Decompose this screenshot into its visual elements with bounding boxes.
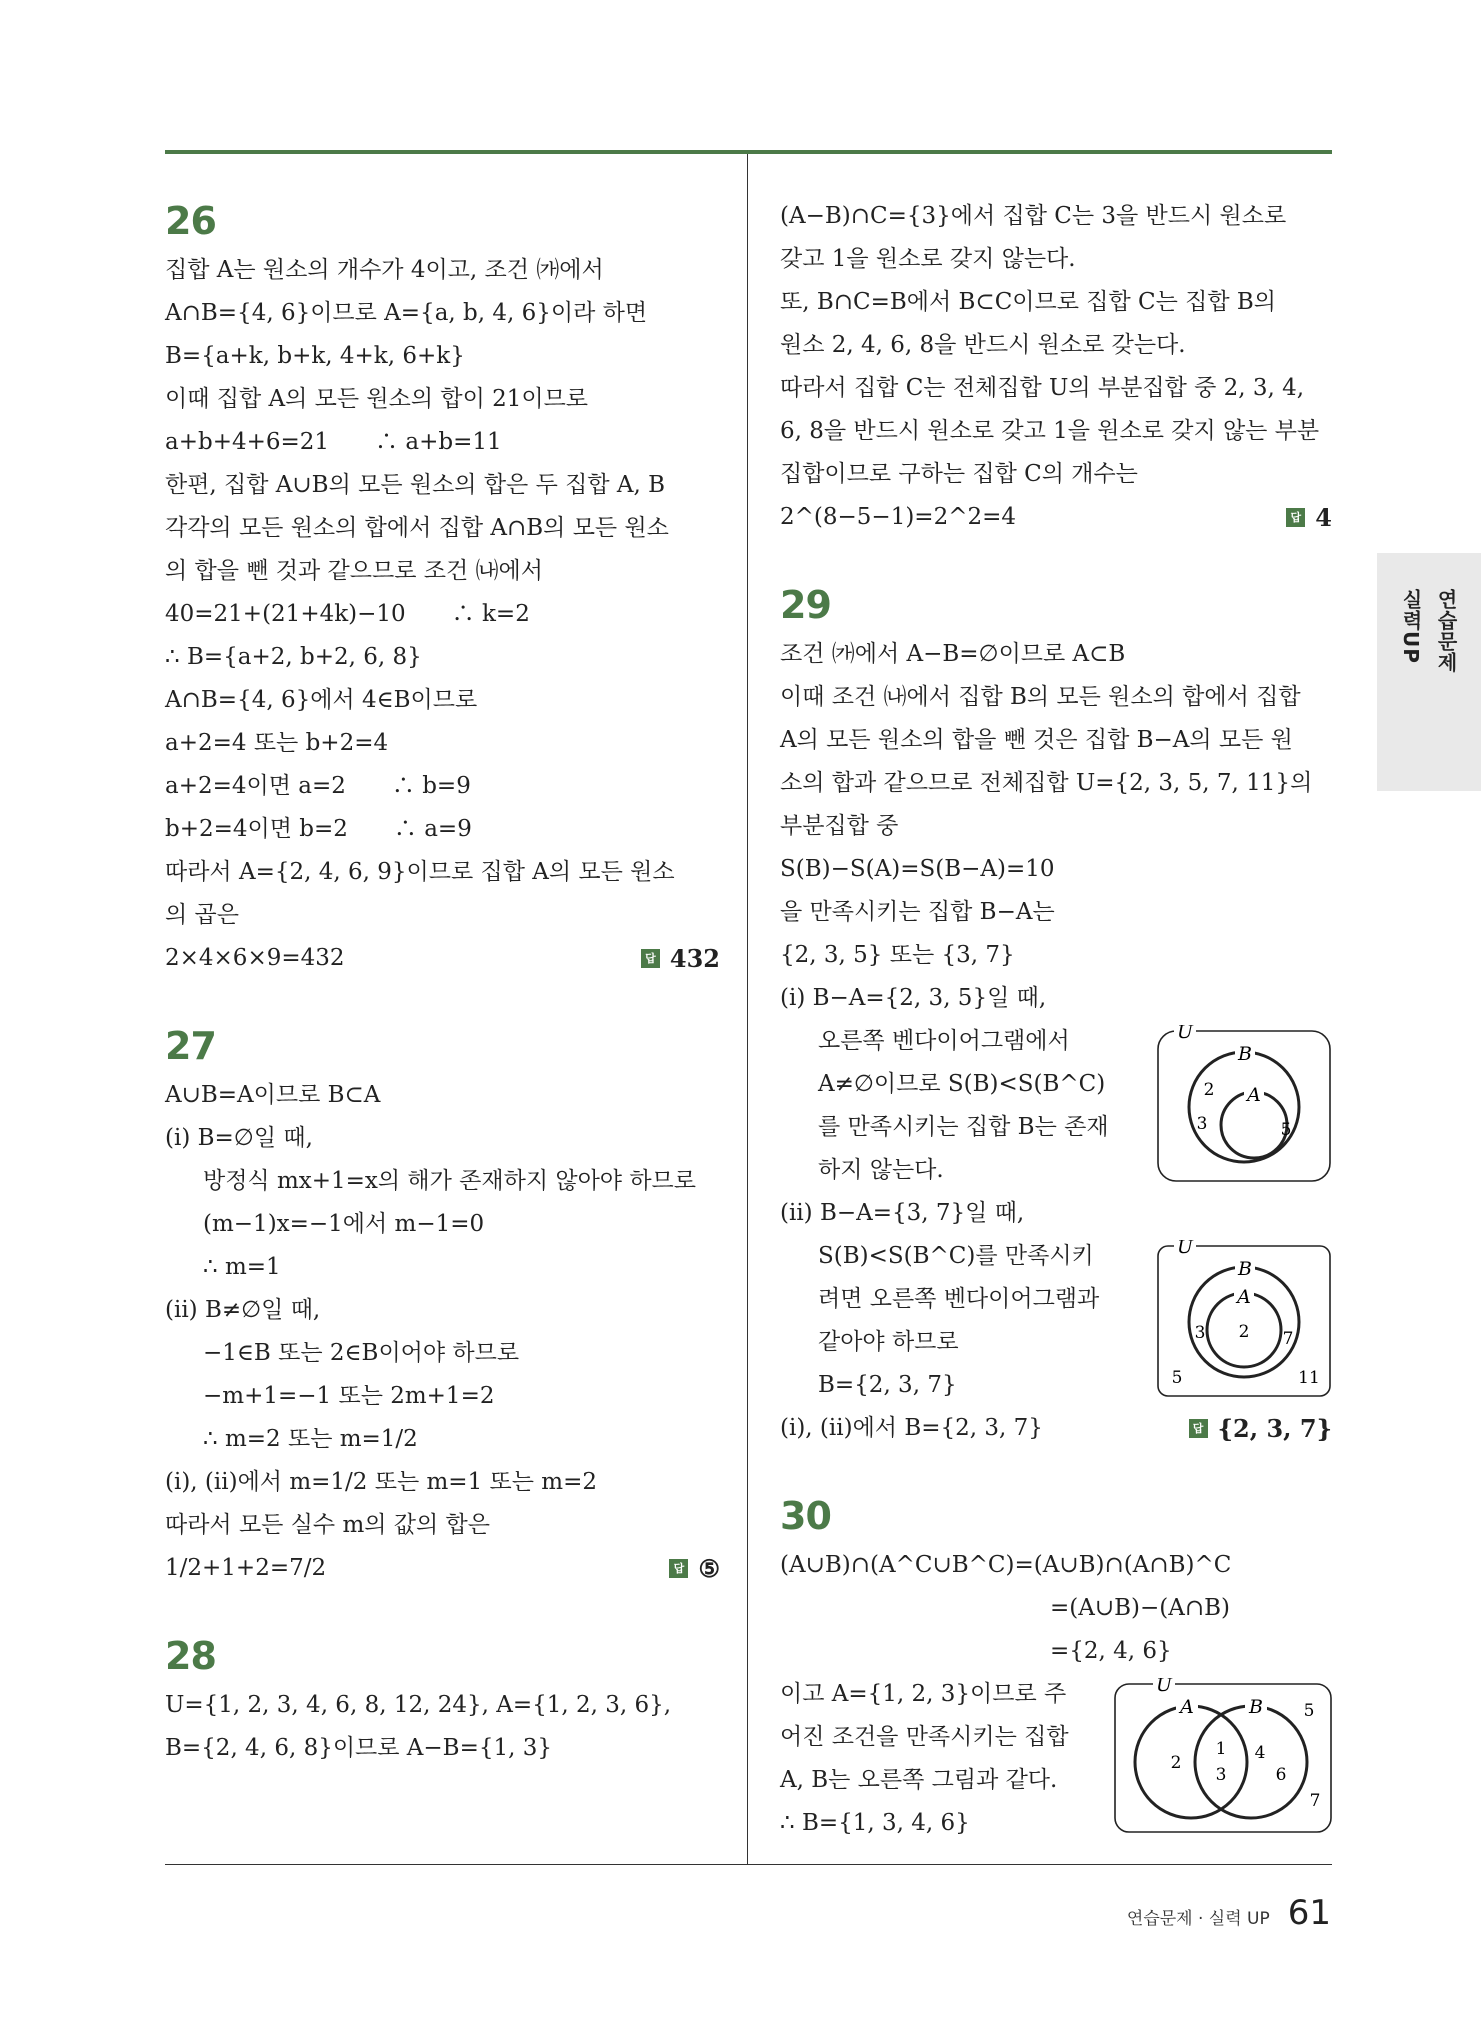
bottom-rule bbox=[165, 1864, 1332, 1865]
set-b-circle bbox=[1195, 1706, 1307, 1818]
element-label: 5 bbox=[1171, 1368, 1183, 1388]
side-tab-label: 연습문제 bbox=[1434, 589, 1458, 673]
set-label: A bbox=[1237, 1286, 1251, 1308]
element-label: 2 bbox=[1238, 1322, 1250, 1342]
solution-line: 이때 조건 ㈏에서 집합 B의 모든 원소의 합에서 집합 bbox=[780, 684, 1301, 710]
solution-line: ∴ m=1 bbox=[203, 1254, 281, 1280]
answer-value: 4 bbox=[1315, 503, 1332, 532]
answer-marker-icon: 답 bbox=[1189, 1419, 1208, 1438]
solution-line: 집합이므로 구하는 집합 C의 개수는 bbox=[780, 461, 1138, 487]
side-tab-label: 실력UP bbox=[1399, 589, 1423, 664]
answer-line bbox=[165, 937, 720, 980]
problem-26 bbox=[165, 195, 720, 980]
problem-number: 26 bbox=[165, 199, 216, 243]
solution-line: 따라서 모든 실수 m의 값의 합은 bbox=[165, 1512, 490, 1538]
solution-line: −m+1=−1 또는 2m+1=2 bbox=[203, 1383, 495, 1409]
set-label: A bbox=[1247, 1084, 1261, 1106]
set-label: B bbox=[1238, 1258, 1252, 1280]
element-label: 3 bbox=[1215, 1765, 1227, 1785]
solution-line: 이고 A={1, 2, 3}이므로 주 bbox=[780, 1681, 1067, 1707]
answer-line bbox=[780, 1407, 1332, 1450]
solution-line: B={a+k, b+k, 4+k, 6+k} bbox=[165, 343, 465, 369]
answer bbox=[1189, 1407, 1332, 1450]
problem-number: 28 bbox=[165, 1634, 216, 1678]
solution-line: S(B)−S(A)=S(B−A)=10 bbox=[780, 856, 1055, 882]
solution-line: a+b+4+6=21 ∴ a+b=11 bbox=[165, 429, 502, 455]
solution-line: A≠∅이므로 S(B)<S(B^C) bbox=[818, 1071, 1106, 1097]
answer-value: 432 bbox=[669, 944, 720, 973]
solution-line: 이때 집합 A의 모든 원소의 합이 21이므로 bbox=[165, 386, 589, 412]
solution-line: a+2=4이면 a=2 ∴ b=9 bbox=[165, 773, 471, 799]
solution-line: (A−B)∩C={3}에서 집합 C는 3을 반드시 원소로 bbox=[780, 203, 1287, 229]
solution-line: (ⅱ) B≠∅일 때, bbox=[165, 1297, 321, 1323]
element-label: 5 bbox=[1303, 1701, 1315, 1721]
solution-line: 6, 8을 반드시 원소로 갖고 1을 원소로 갖지 않는 부분 bbox=[780, 418, 1320, 444]
element-label: 7 bbox=[1309, 1791, 1321, 1811]
solution-line: 따라서 A={2, 4, 6, 9}이므로 집합 A의 모든 원소 bbox=[165, 859, 675, 885]
set-label: U bbox=[1176, 1025, 1194, 1043]
answer-line bbox=[780, 496, 1332, 539]
element-label: 7 bbox=[1282, 1329, 1294, 1349]
final-equation: 1/2+1+2=7/2 bbox=[165, 1555, 327, 1581]
solution-line: 한편, 집합 A∪B의 모든 원소의 합은 두 집합 A, B bbox=[165, 472, 665, 498]
solution-line: 집합 A는 원소의 개수가 4이고, 조건 ㈎에서 bbox=[165, 257, 604, 283]
column-divider bbox=[747, 154, 748, 1864]
solution-line: 의 합을 뺀 것과 같으므로 조건 ㈏에서 bbox=[165, 558, 543, 584]
solution-line: 부분집합 중 bbox=[780, 813, 899, 839]
element-label: 2 bbox=[1170, 1753, 1182, 1773]
solution-line: (A∪B)∩(A^C∪B^C)=(A∪B)∩(A∩B)^C bbox=[780, 1552, 1232, 1578]
solution-line: A∪B=A이므로 B⊂A bbox=[165, 1082, 381, 1108]
element-label: 11 bbox=[1298, 1368, 1320, 1388]
solution-line: A∩B={4, 6}이므로 A={a, b, 4, 6}이라 하면 bbox=[165, 300, 648, 326]
solution-line: 같아야 하므로 bbox=[818, 1329, 959, 1355]
element-label: 1 bbox=[1215, 1739, 1227, 1759]
set-label: U bbox=[1155, 1678, 1173, 1696]
solution-line: 을 만족시키는 집합 B−A는 bbox=[780, 899, 1055, 925]
answer-line bbox=[165, 1547, 720, 1590]
solution-line: 하지 않는다. bbox=[818, 1157, 944, 1183]
solution-line: 오른쪽 벤다이어그램에서 bbox=[818, 1028, 1070, 1054]
problem-number: 30 bbox=[780, 1494, 831, 1538]
top-rule bbox=[165, 150, 1332, 154]
answer-marker-icon: 답 bbox=[669, 1559, 688, 1578]
side-tab bbox=[1377, 553, 1481, 791]
solution-line: ∴ B={1, 3, 4, 6} bbox=[780, 1810, 970, 1836]
answer bbox=[1286, 496, 1332, 539]
element-label: 3 bbox=[1194, 1323, 1206, 1343]
answer-value: {2, 3, 7} bbox=[1217, 1414, 1332, 1443]
solution-line: ∴ m=2 또는 m=1/2 bbox=[203, 1426, 418, 1452]
answer bbox=[669, 1547, 720, 1590]
right-column bbox=[780, 195, 1332, 1845]
answer bbox=[641, 937, 720, 980]
element-label: 6 bbox=[1275, 1765, 1287, 1785]
solution-line: B={2, 3, 7} bbox=[818, 1372, 957, 1398]
solution-line: {2, 3, 5} 또는 {3, 7} bbox=[780, 942, 1015, 968]
answer-marker-icon: 답 bbox=[1286, 508, 1305, 527]
solution-line: (ⅰ), (ⅱ)에서 m=1/2 또는 m=1 또는 m=2 bbox=[165, 1469, 597, 1495]
solution-line: S(B)<S(B^C)를 만족시키 bbox=[818, 1243, 1094, 1269]
page-footer bbox=[1127, 1893, 1331, 1933]
final-equation: 2×4×6×9=432 bbox=[165, 945, 345, 971]
solution-line: −1∈B 또는 2∈B이어야 하므로 bbox=[203, 1340, 520, 1366]
solution-line: 원소 2, 4, 6, 8을 반드시 원소로 갖는다. bbox=[780, 332, 1186, 358]
set-a-circle bbox=[1135, 1706, 1247, 1818]
solution-line: 또, B∩C=B에서 B⊂C이므로 집합 C는 집합 B의 bbox=[780, 289, 1277, 315]
final-equation: (ⅰ), (ⅱ)에서 B={2, 3, 7} bbox=[780, 1415, 1043, 1441]
set-label: B bbox=[1249, 1696, 1263, 1718]
problem-number: 27 bbox=[165, 1024, 216, 1068]
set-label: U bbox=[1176, 1240, 1194, 1258]
final-equation: 2^(8−5−1)=2^2=4 bbox=[780, 504, 1017, 530]
answer-value: ⑤ bbox=[698, 1554, 720, 1583]
solution-line: U={1, 2, 3, 4, 6, 8, 12, 24}, A={1, 2, 3, 6}, bbox=[165, 1692, 672, 1718]
problem-27 bbox=[165, 1020, 720, 1590]
venn-diagram-q30 bbox=[1113, 1678, 1333, 1836]
solution-line: ∴ B={a+2, b+2, 6, 8} bbox=[165, 644, 422, 670]
solution-line: 소의 합과 같으므로 전체집합 U={2, 3, 5, 7, 11}의 bbox=[780, 770, 1313, 796]
set-label: A bbox=[1180, 1696, 1194, 1718]
solution-line: 어진 조건을 만족시키는 집합 bbox=[780, 1724, 1069, 1750]
page-number: 61 bbox=[1287, 1893, 1331, 1933]
left-column bbox=[165, 195, 720, 1770]
solution-line: 각각의 모든 원소의 합에서 집합 A∩B의 모든 원소 bbox=[165, 515, 669, 541]
solution-line: A, B는 오른쪽 그림과 같다. bbox=[780, 1767, 1058, 1793]
element-label: 3 bbox=[1196, 1114, 1208, 1134]
problem-28 bbox=[165, 1630, 720, 1770]
solution-line: A∩B={4, 6}에서 4∈B이므로 bbox=[165, 687, 478, 713]
set-label: B bbox=[1238, 1043, 1252, 1065]
solution-line: 40=21+(21+4k)−10 ∴ k=2 bbox=[165, 601, 530, 627]
solution-line: (ⅱ) B−A={3, 7}일 때, bbox=[780, 1200, 1025, 1226]
solution-line: 려면 오른쪽 벤다이어그램과 bbox=[818, 1286, 1100, 1312]
solution-line: 의 곱은 bbox=[165, 902, 239, 928]
solution-line: 따라서 집합 C는 전체집합 U의 부분집합 중 2, 3, 4, bbox=[780, 375, 1305, 401]
venn-diagram-q29-ii bbox=[1156, 1240, 1332, 1400]
element-label: 4 bbox=[1254, 1743, 1266, 1763]
solution-line: (ⅰ) B=∅일 때, bbox=[165, 1125, 313, 1151]
problem-number: 29 bbox=[780, 583, 831, 627]
solution-line: (m−1)x=−1에서 m−1=0 bbox=[203, 1211, 485, 1237]
solution-line: 갖고 1을 원소로 갖지 않는다. bbox=[780, 246, 1076, 272]
answer-marker-icon: 답 bbox=[641, 949, 660, 968]
solution-line: (ⅰ) B−A={2, 3, 5}일 때, bbox=[780, 985, 1047, 1011]
venn-diagram-q29-i bbox=[1156, 1025, 1332, 1185]
solution-line: ={2, 4, 6} bbox=[1050, 1638, 1172, 1664]
solution-line: 방정식 mx+1=x의 해가 존재하지 않아야 하므로 bbox=[203, 1168, 696, 1194]
element-label: 2 bbox=[1203, 1080, 1215, 1100]
solution-line: A의 모든 원소의 합을 뺀 것은 집합 B−A의 모든 원 bbox=[780, 727, 1293, 753]
solution-line: b+2=4이면 b=2 ∴ a=9 bbox=[165, 816, 472, 842]
footer-title: 연습문제 · 실력 UP bbox=[1126, 1909, 1270, 1929]
solution-line: B={2, 4, 6, 8}이므로 A−B={1, 3} bbox=[165, 1735, 553, 1761]
solution-line: =(A∪B)−(A∩B) bbox=[1050, 1595, 1231, 1621]
solution-line: 조건 ㈎에서 A−B=∅이므로 A⊂B bbox=[780, 641, 1126, 667]
solution-line: 를 만족시키는 집합 B는 존재 bbox=[818, 1114, 1109, 1140]
element-label: 5 bbox=[1280, 1120, 1292, 1140]
solution-line: a+2=4 또는 b+2=4 bbox=[165, 730, 389, 756]
